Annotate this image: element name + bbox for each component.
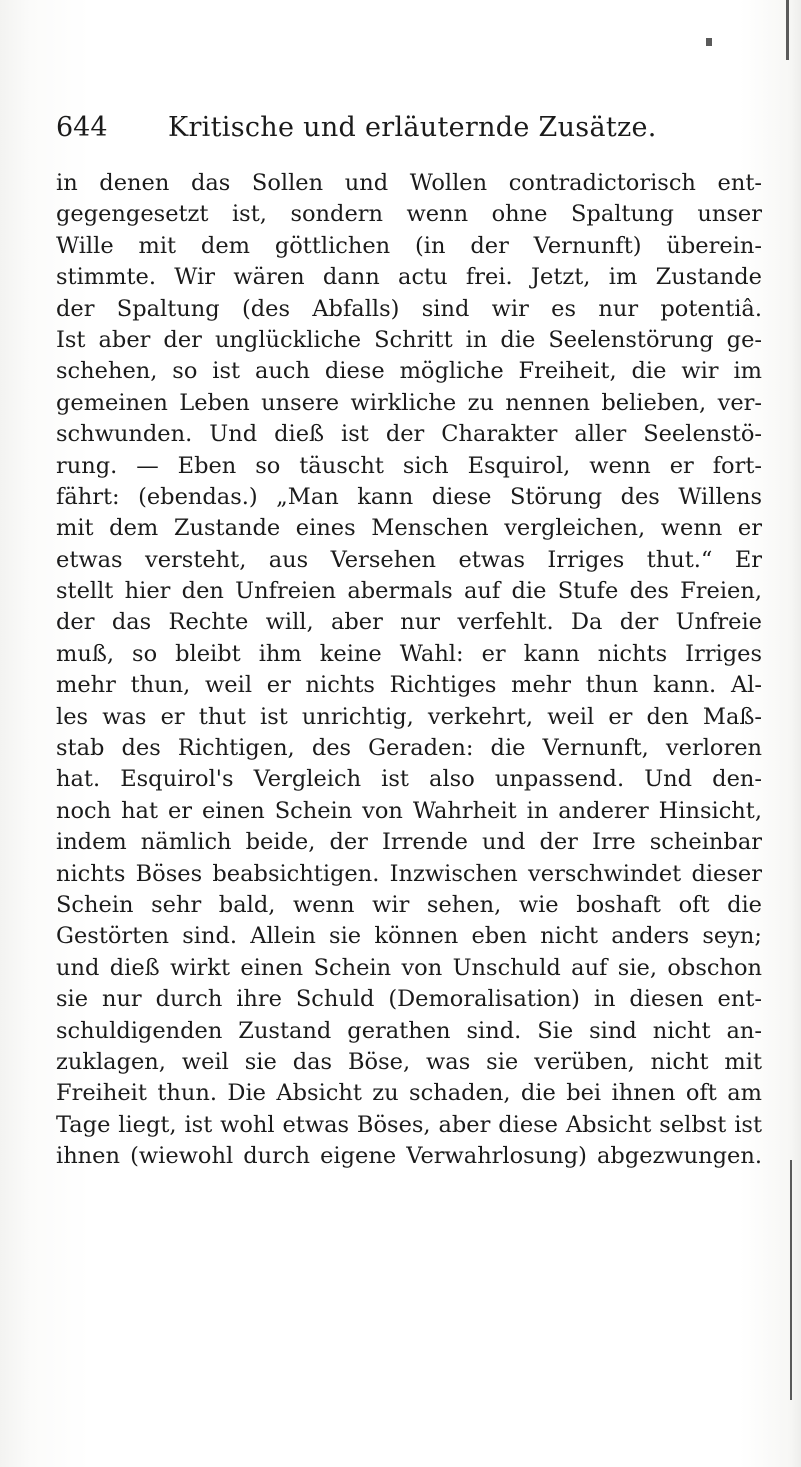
- text-line: stellt hier den Unfreien abermals auf die Stufe des Freien,: [56, 578, 762, 605]
- text-line: schehen, so ist auch diese mögliche Freiheit, die wir im: [56, 358, 762, 385]
- text-line: gegengesetzt ist, sondern wenn ohne Spaltung unser: [56, 201, 762, 228]
- text-line: rung. — Eben so täuscht sich Esquirol, wenn er fort-: [56, 452, 762, 479]
- margin-mark: [706, 38, 712, 46]
- text-line: zuklagen, weil sie das Böse, was sie verüben, nicht mit: [56, 1048, 762, 1075]
- text-line: in denen das Sollen und Wollen contradictorisch ent-: [56, 170, 762, 196]
- text-line: etwas versteht, aus Versehen etwas Irriges thut.“ Er: [56, 546, 762, 573]
- text-line: Schein sehr bald, wenn wir sehen, wie boshaft oft die: [56, 891, 762, 918]
- text-line: ihnen (wiewohl durch eigene Verwahrlosung) abgezwungen.: [56, 1143, 762, 1170]
- text-line: schuldigenden Zustand gerathen sind. Sie sind nicht an-: [56, 1017, 762, 1044]
- text-line: und dieß wirkt einen Schein von Unschuld auf sie, obschon: [56, 954, 762, 981]
- margin-mark: [786, 0, 789, 60]
- text-line: noch hat er einen Schein von Wahrheit in anderer Hinsicht,: [56, 797, 762, 824]
- text-line: hat. Esquirol's Vergleich ist also unpassend. Und den-: [56, 766, 762, 793]
- text-line: mit dem Zustande eines Menschen vergleichen, wenn er: [56, 515, 762, 542]
- text-line: schwunden. Und dieß ist der Charakter aller Seelenstö-: [56, 421, 762, 448]
- text-line: gemeinen Leben unsere wirkliche zu nennen belieben, ver-: [56, 389, 762, 416]
- text-line: les was er thut ist unrichtig, verkehrt, weil er den Maß-: [56, 703, 762, 730]
- running-head-title: Kritische und erläuternde Zusätze.: [168, 112, 657, 143]
- text-line: der das Rechte will, aber nur verfehlt. Da der Unfreie: [56, 609, 762, 636]
- text-line: stab des Richtigen, des Geraden: die Vernunft, verloren: [56, 735, 762, 762]
- text-line: nichts Böses beabsichtigen. Inzwischen verschwindet dieser: [56, 860, 762, 887]
- text-line: indem nämlich beide, der Irrende und der Irre scheinbar: [56, 829, 762, 856]
- text-line: der Spaltung (des Abfalls) sind wir es nur potentiâ.: [56, 295, 762, 322]
- text-line: Gestörten sind. Allein sie können eben nicht anders seyn;: [56, 923, 762, 950]
- text-line: sie nur durch ihre Schuld (Demoralisation) in diesen ent-: [56, 986, 762, 1013]
- page-number: 644: [56, 112, 108, 143]
- margin-mark: [790, 1160, 792, 1400]
- book-page: [56, 108, 762, 1173]
- text-line: Tage liegt, ist wohl etwas Böses, aber diese Absicht selbst ist: [56, 1111, 762, 1138]
- text-line: Ist aber der unglückliche Schritt in die Seelenstörung ge-: [56, 326, 762, 353]
- body-text: [56, 168, 762, 1173]
- text-line: muß, so bleibt ihm keine Wahl: er kann nichts Irriges: [56, 640, 762, 667]
- text-line: Wille mit dem göttlichen (in der Vernunft) überein-: [56, 232, 762, 259]
- text-line: mehr thun, weil er nichts Richtiges mehr thun kann. Al-: [56, 672, 762, 699]
- text-line: Freiheit thun. Die Absicht zu schaden, die bei ihnen oft am: [56, 1080, 762, 1107]
- text-line: stimmte. Wir wären dann actu frei. Jetzt, im Zustande: [56, 264, 762, 291]
- running-head: [56, 108, 762, 148]
- text-line: fährt: (ebendas.) „Man kann diese Störung des Willens: [56, 483, 762, 510]
